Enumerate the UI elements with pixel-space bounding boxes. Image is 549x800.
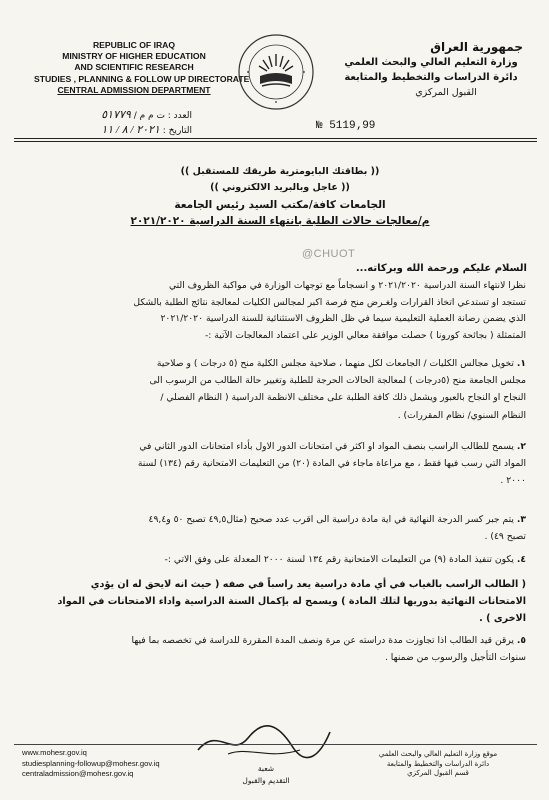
item-line: سنوات التأجيل والرسوب من ضمنها . [384, 652, 526, 664]
item-line: مجلس الجامعة منح (٥درجات ) لمعالجة الحالات الحرجة للطلبة وتغيير حالة الطالب من الرسوب الى [149, 375, 526, 387]
footer-ar-line: موقع وزارة التعليم العالي والبحث العلمي [378, 750, 498, 758]
item-line: النجاح او النجاح بالعبور ويشمل ذلك كافة الطلبة على مختلف الانظمة الدراسية ( النظام الفصلي / [160, 392, 526, 404]
item-line [26, 355, 526, 372]
item-text: تخويل مجالس الكليات / الجامعات لكل منهما ، صلاحية مجلس الكلية منح (٥ درجات ) و صلاحية [156, 358, 514, 369]
email-link[interactable]: studiesplanning-followup@mohesr.gov.iq [22, 758, 160, 768]
letterhead-ar-line: دائرة الدراسات والتخطيط والمتابعة [344, 72, 518, 83]
item-text: يرقن قيد الطالب اذا تجاوزت مدة دراسته عن مرة ونصف المدة المقررة للدراسة في تخصصه بما فيها [131, 635, 514, 646]
letterhead-en-line: REPUBLIC OF IRAQ [92, 40, 176, 50]
list-item [26, 632, 526, 666]
email-link[interactable]: centraladmission@mohesr.gov.iq [22, 769, 134, 778]
item-line [26, 551, 526, 568]
signature-scribble [188, 716, 338, 766]
addressee-line: الجامعات كافة/مكتب السيد رئيس الجامعة [174, 199, 386, 211]
stamp-line: شعبة [257, 764, 275, 773]
item-line [26, 438, 526, 455]
letterhead-en-line: MINISTRY OF HIGHER EDUCATION [62, 51, 206, 62]
item-text: يتم جبر كسر الدرجة النهائية في اية مادة دراسية الى اقرب عدد صحيح (مثال٤٩,٥ تصبح ٥٠ و٤٩,٤ [148, 514, 514, 525]
item-line [26, 632, 526, 649]
website-link[interactable]: www.mohesr.gov.iq [22, 748, 87, 757]
stamp-line: التقديم والقبول [242, 776, 290, 785]
list-item [26, 438, 526, 490]
subject-line: (( عاجل وبالبريد الالكتروني )) [210, 182, 350, 193]
arabic-letterhead [331, 40, 531, 100]
letterhead-ar-line: القبول المركزي [415, 87, 477, 98]
item-line [26, 511, 526, 528]
paragraph-line: تستجد او تستدعي اتخاذ القرارات ولغـرض منح فرصة اكبر لمجالس الكليات لمعالجة نتائج الطلبة بالشكل [133, 296, 526, 308]
header-divider [14, 138, 537, 139]
item-number: ٥. [516, 635, 526, 646]
item-text: يكون تنفيذ المادة (٩) من التعليمات الامتحانية رقم ١٣٤ لسنة ٢٠٠٠ المعدلة على وفق الاتي :- [164, 554, 514, 565]
item-number: ٢. [516, 441, 526, 452]
letterhead-en-line: AND SCIENTIFIC RESEARCH [74, 62, 194, 73]
letterhead-ar-line: وزارة التعليم العالي والبحث العلمي [344, 57, 518, 68]
item-text: يسمح للطالب الراسب بنصف المواد او اكثر في امتحانات الدور الاول بأداء امتحانات الدور الثاني في [139, 441, 514, 452]
paragraph-line: الذي يضمن رصانة العملية التعليمية سيما في ظل الظروف الاستثنائية للسنة الدراسية ٢٠٢١/٢٠٢٠ [160, 313, 526, 325]
paragraph-line: نظرا لانتهاء السنة الدراسية ٢٠٢١/٢٠٢٠ و انسجاماً مع توجهات الوزارة في مواكبة الظروف التي [168, 280, 526, 291]
greeting: السلام عليكم ورحمة الله وبركاته... [355, 263, 527, 274]
letterhead-en-line: STUDIES , PLANNING & FOLLOW UP DIRECTORATE [34, 73, 250, 84]
serial-number: № 5119‚99 [316, 120, 376, 132]
reference-number [72, 108, 192, 123]
paragraph-line: المتمثلة ( بجائحة كورونا ) حصلت موافقة معالي الوزير على اعتماد المعالجات الآتية :- [204, 329, 526, 341]
footer-ar-line: دائرة الدراسات والتخطيط والمتابعة [386, 759, 490, 768]
reference-date [72, 123, 192, 138]
footer-divider [14, 744, 537, 745]
item-number: ١. [516, 358, 526, 369]
intro-paragraph [26, 278, 526, 344]
ministry-logo-emblem [236, 32, 316, 112]
reference-number-value: ٥١٧٧٩ [101, 109, 131, 121]
list-item [26, 511, 526, 545]
reference-number-label: العدد : ت م م / [133, 111, 192, 121]
letterhead-ar-line: جمهورية العراق [430, 40, 523, 54]
item-number: ٣. [516, 514, 526, 525]
footer-contacts [22, 748, 160, 780]
reference-date-label: التاريخ : [162, 126, 192, 136]
subject-line: (( بطاقتك البايومترية طريقك للمستقبل )) [180, 166, 380, 177]
watermark: @CHUOT [302, 248, 356, 260]
clause-line: الامتحانات النهائية بدوريها لتلك المادة ) ويسمح له بإكمال السنة الدراسية واداء الامتحانات في المواد [57, 596, 526, 607]
department-stamp-text [226, 763, 306, 787]
letterhead-en-line: CENTRAL ADMISSION DEPARTMENT [57, 84, 211, 95]
item-line: ٢٠٠٠ . [500, 475, 526, 487]
item-line: النظام السنوي/ نظام المقررات) . [397, 409, 526, 421]
subject-title: م/معالجات حالات الطلبة بانتهاء السنة الدراسية ٢٠٢١/٢٠٢٠ [130, 215, 430, 227]
english-letterhead [34, 40, 250, 96]
reference-block [72, 108, 192, 138]
item-number: ٤. [516, 554, 526, 565]
item-line: المواد التي رسب فيها فقط ، مع مراعاة ماجاء في المادة (٢٠) من التعليمات الامتحانية رقم (١٣٤) لسنة [137, 458, 526, 470]
amended-clause [26, 576, 526, 627]
clause-line: الاخرى ) . [479, 613, 526, 624]
footer-arabic [353, 750, 523, 779]
list-item [26, 551, 526, 568]
list-item [26, 355, 526, 424]
reference-date-value: ٢٠٢١ / ٨ / ١١ [101, 124, 160, 136]
item-line: تصبح ٤٩) . [484, 531, 526, 543]
clause-line: ( الطالب الراسب بالغياب في أي مادة دراسية يعد راسباً في صفه ( حيث انه لايحق له ان يؤدي [90, 579, 526, 590]
header-divider [14, 141, 537, 142]
footer-ar-line: قسم القبول المركزي [407, 769, 469, 777]
